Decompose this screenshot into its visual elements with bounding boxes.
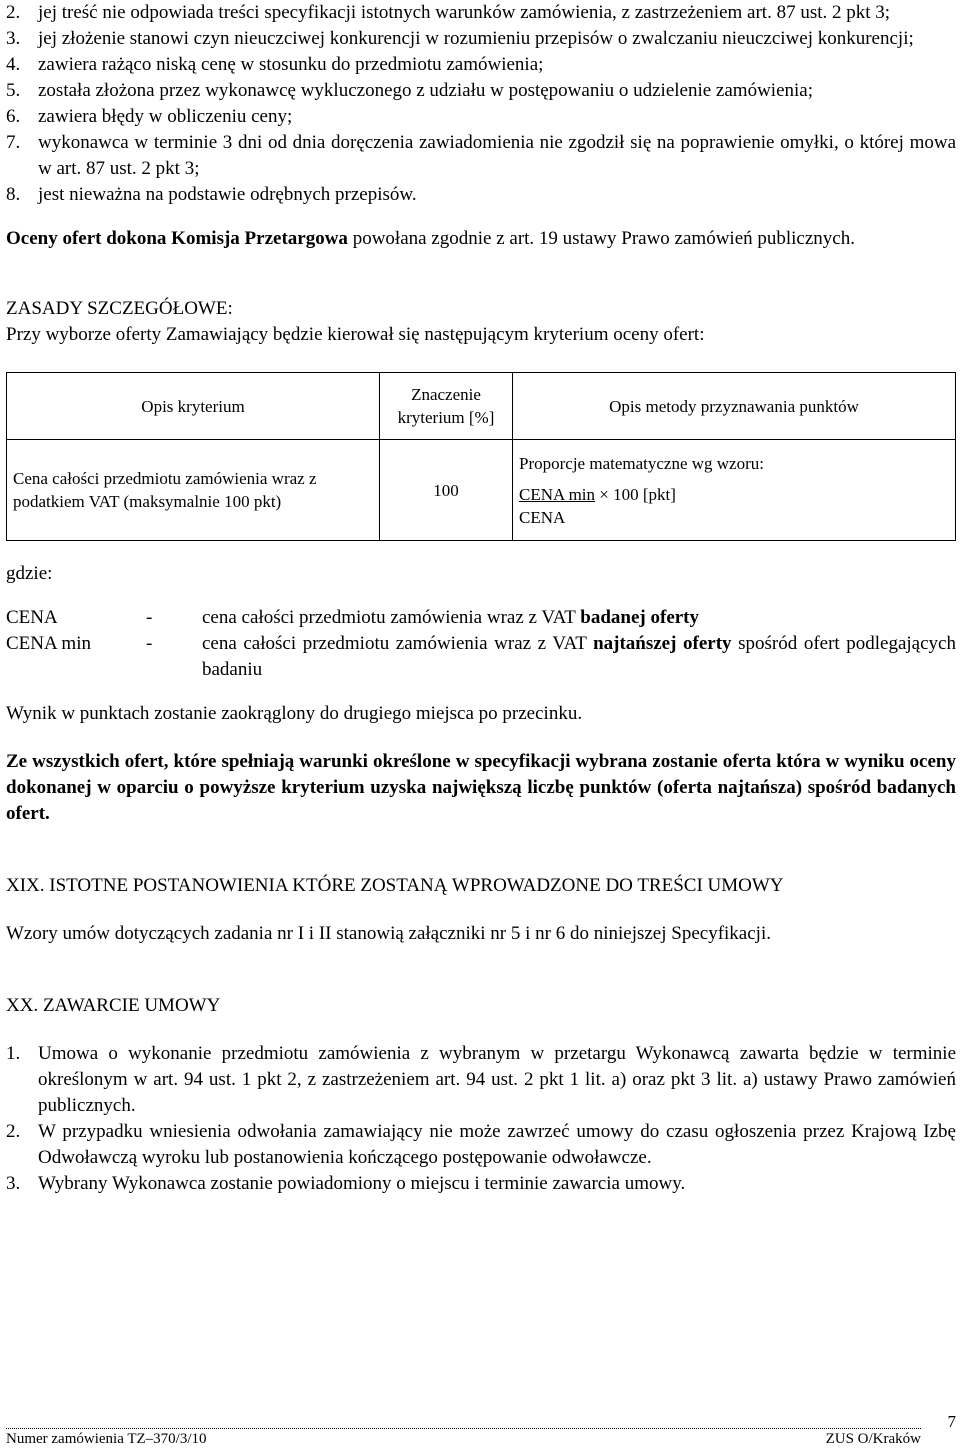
details-heading: ZASADY SZCZEGÓŁOWE: xyxy=(6,298,233,319)
section-19-text: Wzory umów dotyczących zadania nr I i II stanowią załączniki nr 5 i nr 6 do niniejszej Specyfikacji. xyxy=(6,923,771,944)
cell-criterion: Cena całości przedmiotu zamówienia wraz z podatkiem VAT (maksymalnie 100 pkt) xyxy=(7,440,380,541)
section-20-title: XX. ZAWARCIE UMOWY xyxy=(6,995,221,1016)
formula-intro: Proporcje matematyczne wg wzoru: xyxy=(519,453,764,473)
commission-bold: Oceny ofert dokona Komisja Przetargowa xyxy=(6,228,348,249)
definition-dash: - xyxy=(146,633,153,654)
list-item xyxy=(6,1041,956,1119)
item-text: jest nieważna na podstawie odrębnych przepisów. xyxy=(38,184,417,205)
item-number: 7. xyxy=(6,132,21,153)
header-method: Opis metody przyznawania punktów xyxy=(513,373,956,440)
header-weight: Znaczenie kryterium [%] xyxy=(380,373,513,440)
formula-denominator: CENA xyxy=(519,507,566,527)
list-item xyxy=(6,104,956,130)
list-item xyxy=(6,1171,956,1197)
times-icon: × xyxy=(599,484,609,504)
page-number: 7 xyxy=(947,1412,956,1431)
definitions xyxy=(6,605,956,683)
definition-row xyxy=(6,631,956,683)
order-number: Numer zamówienia TZ–370/3/10 xyxy=(6,1431,207,1447)
definition-dash: - xyxy=(146,607,153,628)
header-criterion: Opis kryterium xyxy=(7,373,380,440)
definition-row xyxy=(6,605,956,631)
item-number: 5. xyxy=(6,80,21,101)
list-item xyxy=(6,1119,956,1171)
item-text: W przypadku wniesienia odwołania zamawiający nie może zawrzeć umowy do czasu ogłoszenia przez Krajową Izbę Odwoławczą wyroku lub postanowienia kończącego postępowanie odwoławcze. xyxy=(38,1121,956,1168)
definition-desc xyxy=(202,631,956,683)
table-row xyxy=(7,440,956,541)
criteria-table xyxy=(6,372,956,541)
formula-numerator-line xyxy=(519,483,949,506)
item-number: 3. xyxy=(6,1173,21,1194)
list-item xyxy=(6,182,956,208)
item-number: 2. xyxy=(6,2,21,23)
commission-paragraph xyxy=(6,226,956,252)
item-text: zawiera rażąco niską cenę w stosunku do przedmiotu zamówienia; xyxy=(38,54,544,75)
details-intro: Przy wyborze oferty Zamawiający będzie kierował się następującym kryterium oceny ofert: xyxy=(6,324,705,345)
item-number: 2. xyxy=(6,1121,21,1142)
item-number: 4. xyxy=(6,54,21,75)
table-header-row xyxy=(7,373,956,440)
item-text: wykonawca w terminie 3 dni od dnia doręczenia zawiadomienia nie zgodził się na poprawienie omyłki, o której mowa w art. 87 ust. 2 pkt 3; xyxy=(38,132,956,179)
selection-text: Ze wszystkich ofert, które spełniają warunki określone w specyfikacji wybrana zostanie oferta która w wyniku oceny dokonanej w oparciu o powyższe kryterium uzyska największą liczbę punktów (oferta najtańsza) spośród badanych ofert. xyxy=(6,751,956,824)
list-item xyxy=(6,0,956,26)
rejection-list xyxy=(6,0,956,208)
section-19-title: XIX. ISTOTNE POSTANOWIENIA KTÓRE ZOSTANĄ WPROWADZONE DO TREŚCI UMOWY xyxy=(6,875,784,896)
cell-weight: 100 xyxy=(380,440,513,541)
rounding-note: Wynik w punktach zostanie zaokrąglony do drugiego miejsca po przecinku. xyxy=(6,703,583,724)
document-page xyxy=(6,0,956,1197)
item-number: 3. xyxy=(6,28,21,49)
definition-term: CENA min xyxy=(6,633,91,654)
formula-numerator: CENA min xyxy=(519,484,596,504)
item-text: zawiera błędy w obliczeniu ceny; xyxy=(38,106,293,127)
where-label: gdzie: xyxy=(6,563,53,584)
definition-desc xyxy=(202,605,956,631)
cell-method xyxy=(513,440,956,541)
definition-term: CENA xyxy=(6,607,58,628)
section-20-list xyxy=(6,1041,956,1197)
selection-paragraph xyxy=(6,749,956,827)
item-number: 8. xyxy=(6,184,21,205)
definition-bold: badanej oferty xyxy=(580,607,700,628)
formula-points: 100 [pkt] xyxy=(613,484,676,504)
page-footer xyxy=(6,1412,956,1449)
item-number: 1. xyxy=(6,1043,21,1064)
footer-row xyxy=(6,1429,921,1449)
definition-text: cena całości przedmiotu zamówienia wraz z VAT xyxy=(202,633,594,654)
list-item xyxy=(6,130,956,182)
item-text: Wybrany Wykonawca zostanie powiadomiony o miejscu i terminie zawarcia umowy. xyxy=(38,1173,686,1194)
item-text: jej treść nie odpowiada treści specyfikacji istotnych warunków zamówienia, z zastrzeżeniem art. 87 ust. 2 pkt 3; xyxy=(38,2,891,23)
definition-text-post: spośród ofert podlegających badaniu xyxy=(202,633,956,680)
organization: ZUS O/Kraków xyxy=(825,1431,921,1447)
list-item xyxy=(6,52,956,78)
list-item xyxy=(6,26,956,52)
list-item xyxy=(6,78,956,104)
item-text: została złożona przez wykonawcę wykluczonego z udziału w postępowaniu o udzielenie zamówienia; xyxy=(38,80,814,101)
item-text: jej złożenie stanowi czyn nieuczciwej konkurencji w rozumieniu przepisów o zwalczaniu nieuczciwej konkurencji; xyxy=(38,28,914,49)
item-number: 6. xyxy=(6,106,21,127)
definition-text: cena całości przedmiotu zamówienia wraz z VAT xyxy=(202,607,581,628)
definition-bold: najtańszej oferty xyxy=(593,633,732,654)
item-text: Umowa o wykonanie przedmiotu zamówienia z wybranym w przetargu Wykonawcą zawarta będzie w terminie określonym w art. 94 ust. 1 pkt 2, z zastrzeżeniem art. 94 ust. 2 pkt 1 lit. a) oraz pkt 3 lit. a) ustawy Prawo zamówień publicznych. xyxy=(38,1043,956,1116)
commission-rest: powołana zgodnie z art. 19 ustawy Prawo zamówień publicznych. xyxy=(347,228,855,249)
